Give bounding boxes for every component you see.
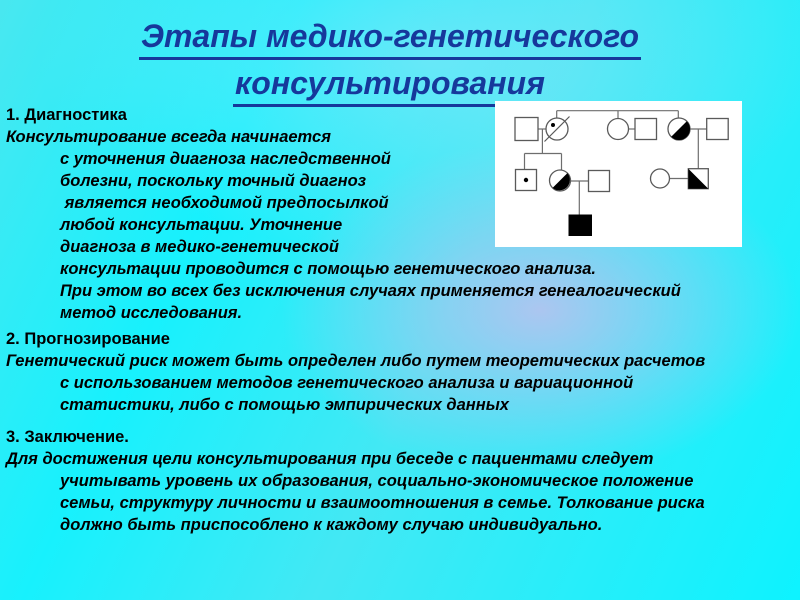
text-line: консультации проводится с помощью генетического анализа. (60, 260, 596, 278)
text-line: семьи, структуру личности и взаимоотношения в семье. Толкование риска (60, 494, 705, 512)
text-line: Генетический риск может быть определен либо путем теоретических расчетов (6, 352, 706, 370)
pedigree-male-carrier-dot (516, 170, 537, 191)
pedigree-male-unaffected-3 (707, 119, 729, 140)
pedigree-female-carrier-halffilled-2 (550, 170, 571, 191)
text-line: является необходимой предпосылкой (60, 194, 389, 212)
pedigree-male-unaffected-4 (589, 171, 610, 192)
slide-title-line2: консультирования (233, 63, 547, 107)
pedigree-female-unaffected-2 (651, 169, 670, 188)
pedigree-chart (495, 101, 742, 247)
text-line: с уточнения диагноза наследственной (60, 150, 391, 168)
pedigree-male-unaffected-1 (515, 118, 538, 141)
text-line: болезни, поскольку точный диагноз (60, 172, 367, 190)
text-line: метод исследования. (60, 304, 243, 322)
section-3-heading: 3. Заключение. (6, 428, 129, 446)
section-2-heading: 2. Прогнозирование (6, 330, 170, 348)
text-line: диагноза в медико-генетической (60, 238, 339, 256)
pedigree-male-unaffected-2 (635, 119, 657, 140)
text-line: любой консультации. Уточнение (60, 216, 343, 234)
text-line: должно быть приспособлено к каждому случаю индивидуально. (60, 516, 603, 534)
slide-title-line1: Этапы медико-генетического (139, 16, 641, 60)
pedigree-figure-panel (495, 101, 742, 247)
text-line: Консультирование всегда начинается (6, 128, 331, 146)
pedigree-female-carrier-deceased (545, 117, 570, 142)
text-line: При этом во всех без исключения случаях применяется генеалогический (60, 282, 681, 300)
slide-title (0, 16, 780, 110)
text-line: Для достижения цели консультирования при беседе с пациентами следует (6, 450, 654, 468)
text-line: учитывать уровень их образования, социально-экономическое положение (60, 472, 694, 490)
pedigree-male-carrier-halffilled (688, 169, 708, 189)
text-line: с использованием методов генетического анализа и вариационной (60, 374, 634, 392)
pedigree-female-carrier-halffilled-1 (668, 118, 690, 140)
section-1-heading: 1. Диагностика (6, 106, 127, 124)
pedigree-female-unaffected-1 (608, 119, 629, 140)
text-line: статистики, либо с помощью эмпирических данных (60, 396, 509, 414)
pedigree-male-affected (569, 215, 592, 236)
